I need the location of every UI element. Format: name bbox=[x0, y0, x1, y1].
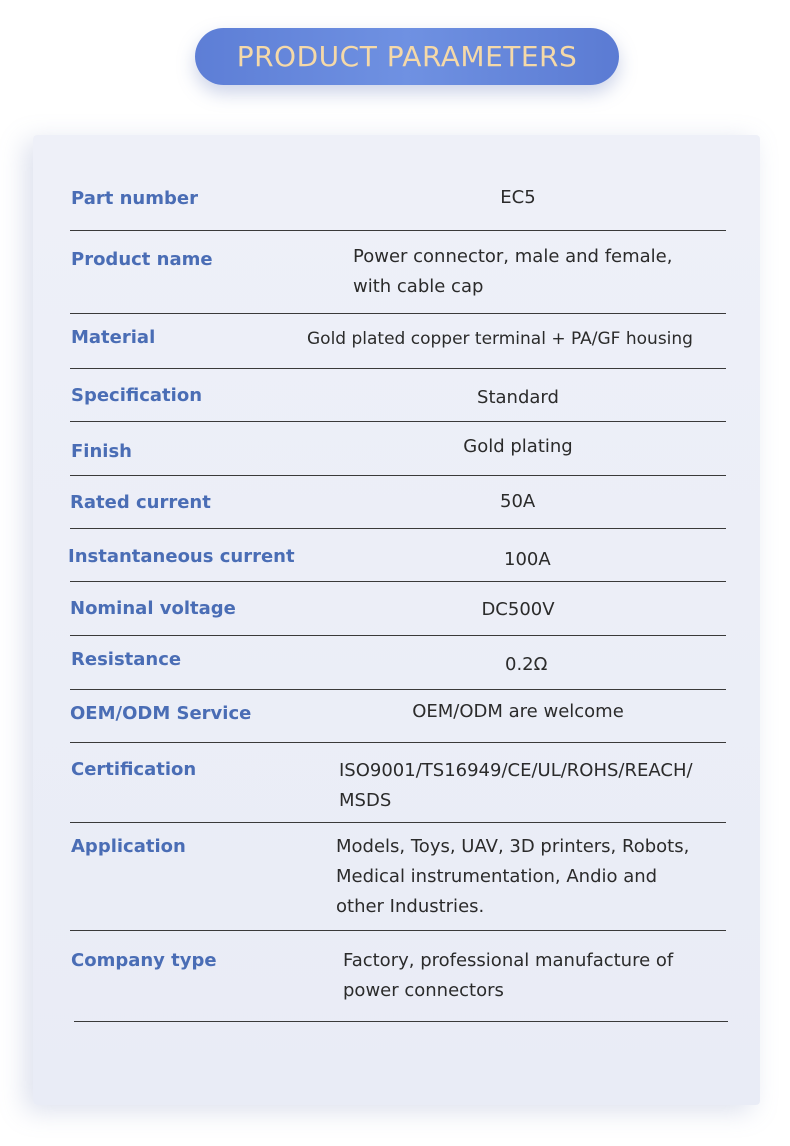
application-value-line3: other Industries. bbox=[336, 896, 485, 917]
product-name-value-line2: with cable cap bbox=[353, 276, 484, 297]
instantaneous-current-value: 100A bbox=[504, 549, 551, 570]
resistance-label: Resistance bbox=[71, 649, 182, 670]
page-title: PRODUCT PARAMETERS bbox=[236, 40, 578, 73]
company-type-value-line2: power connectors bbox=[343, 980, 504, 1001]
row-divider bbox=[70, 313, 726, 314]
row-divider bbox=[70, 822, 726, 823]
certification-value-line2: MSDS bbox=[339, 790, 392, 811]
row-divider bbox=[70, 581, 726, 582]
company-type-value-line1: Factory, professional manufacture of bbox=[343, 950, 674, 971]
product-name-label: Product name bbox=[71, 249, 213, 270]
certification-label: Certification bbox=[71, 759, 197, 780]
resistance-value: 0.2Ω bbox=[505, 654, 548, 675]
row-divider bbox=[70, 689, 726, 690]
application-value-line1: Models, Toys, UAV, 3D printers, Robots, bbox=[336, 836, 690, 857]
specification-value: Standard bbox=[477, 387, 559, 408]
rated-current-label: Rated current bbox=[70, 492, 211, 513]
row-divider bbox=[70, 475, 726, 476]
nominal-voltage-label: Nominal voltage bbox=[70, 598, 236, 619]
title-banner bbox=[195, 28, 619, 85]
product-name-value-line1: Power connector, male and female, bbox=[353, 246, 673, 267]
row-divider bbox=[70, 230, 726, 231]
row-divider bbox=[74, 1021, 728, 1022]
row-divider bbox=[70, 930, 726, 931]
company-type-label: Company type bbox=[71, 950, 217, 971]
application-label: Application bbox=[71, 836, 186, 857]
row-divider bbox=[70, 368, 726, 369]
nominal-voltage-value: DC500V bbox=[481, 599, 555, 620]
material-label: Material bbox=[71, 327, 156, 348]
specification-label: Specification bbox=[71, 385, 203, 406]
part-number-label: Part number bbox=[71, 188, 198, 209]
certification-value-line1: ISO9001/TS16949/CE/UL/ROHS/REACH/ bbox=[339, 760, 693, 781]
application-value-line2: Medical instrumentation, Andio and bbox=[336, 866, 658, 887]
instantaneous-current-label: Instantaneous current bbox=[68, 546, 295, 567]
row-divider bbox=[70, 742, 726, 743]
part-number-value: EC5 bbox=[500, 187, 536, 208]
row-divider bbox=[70, 635, 726, 636]
row-divider bbox=[70, 421, 726, 422]
rated-current-value: 50A bbox=[500, 491, 536, 512]
oem-odm-value: OEM/ODM are welcome bbox=[412, 701, 624, 722]
material-value: Gold plated copper terminal + PA/GF housing bbox=[307, 329, 693, 349]
finish-value: Gold plating bbox=[463, 436, 573, 457]
row-divider bbox=[70, 528, 726, 529]
finish-label: Finish bbox=[71, 441, 132, 462]
oem-odm-label: OEM/ODM Service bbox=[70, 703, 252, 724]
